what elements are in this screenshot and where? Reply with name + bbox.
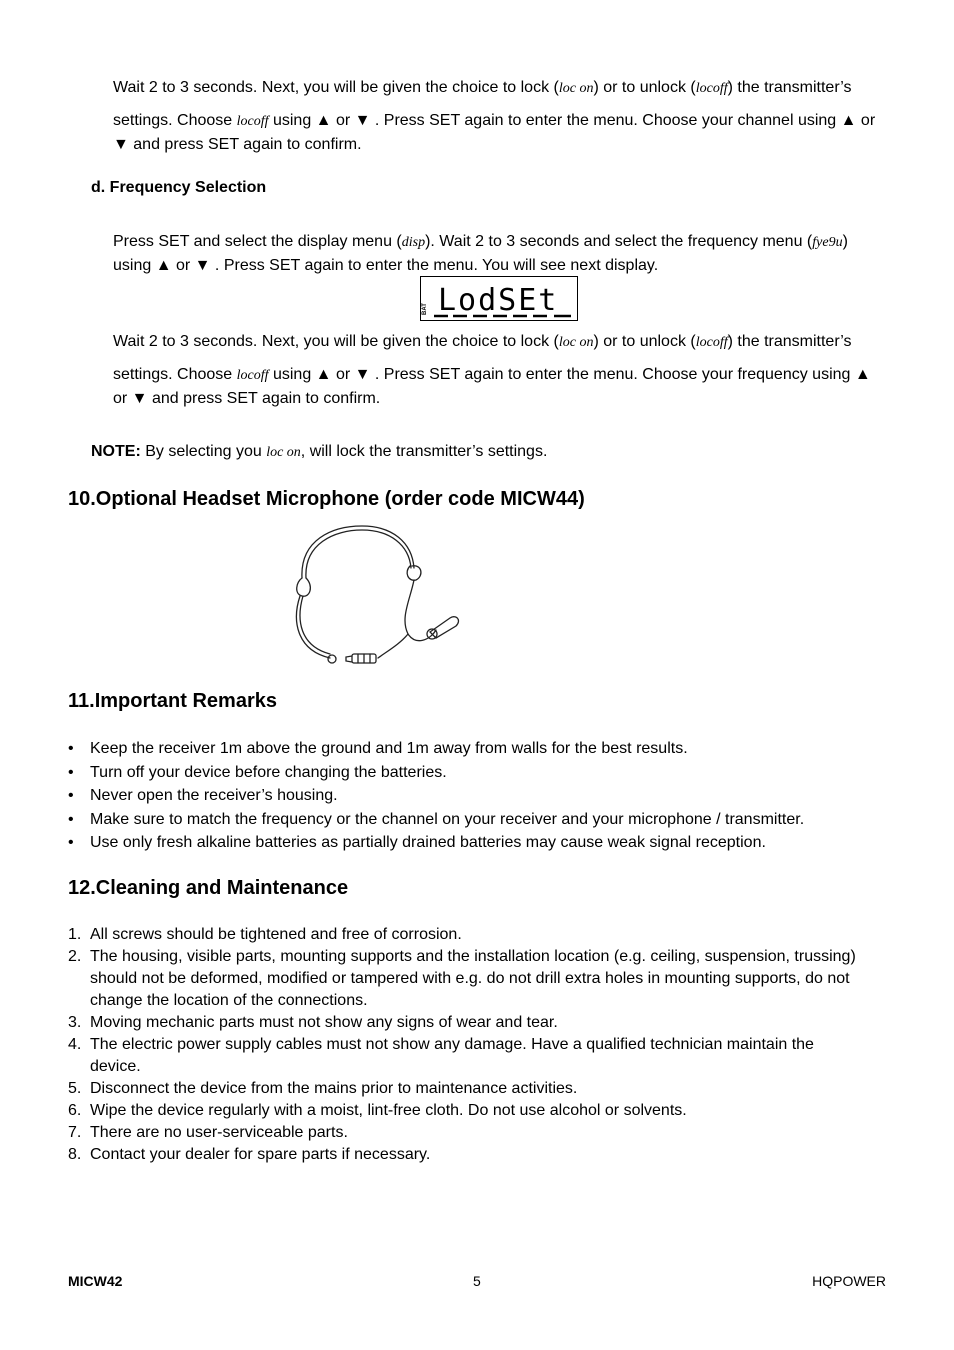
- channel-lock-line-3: ▼ and press SET again to confirm.: [113, 136, 362, 153]
- lock-off-code: locoff: [695, 81, 728, 96]
- section-11-heading: 11.Important Remarks: [68, 690, 277, 712]
- list-item: 2. The housing, visible parts, mounting supports and the installation location (e.g. ceiling, suspension, trussing) should not be deformed, modified or tampered with e.g. do not drill extra holes in mounting supports, do not change the location of the connections.: [68, 948, 856, 1009]
- lock-off-code: locoff: [695, 335, 728, 350]
- lcd-display: [420, 276, 578, 321]
- section-12-heading: 12.Cleaning and Maintenance: [68, 877, 349, 899]
- footer-brand: HQPOWER: [812, 1273, 886, 1289]
- lcd-text: LodSEt: [438, 283, 559, 318]
- frequency-line-2: using ▲ or ▼ . Press SET again to enter the menu. You will see next display.: [113, 257, 659, 274]
- list-item: 8. Contact your dealer for spare parts if necessary.: [68, 1146, 431, 1163]
- lcd-graphic: [421, 277, 577, 320]
- list-item: 5. Disconnect the device from the mains prior to maintenance activities.: [68, 1080, 578, 1097]
- list-item: • Never open the receiver’s housing.: [68, 784, 868, 808]
- lock-on-code: loc on: [266, 445, 301, 460]
- frequency-line-1: Press SET and select the display menu (disp). Wait 2 to 3 seconds and select the frequency menu (fye9u): [113, 233, 848, 250]
- channel-lock-line-2: settings. Choose locoff using ▲ or ▼ . Press SET again to enter the menu. Choose your channel using ▲ or: [113, 112, 876, 129]
- frequency-lock-line-1: Wait 2 to 3 seconds. Next, you will be given the choice to lock (loc on) or to unlock (locoff) the transmitter’s: [113, 333, 852, 350]
- list-item: • Make sure to match the frequency or the channel on your receiver and your microphone / transmitter.: [68, 808, 868, 832]
- channel-lock-line-1: Wait 2 to 3 seconds. Next, you will be given the choice to lock (loc on) or to unlock (locoff) the transmitter’s: [113, 79, 852, 96]
- lock-on-code: loc on: [558, 335, 594, 350]
- note: NOTE: By selecting you loc on, will lock the transmitter’s settings.: [91, 443, 548, 460]
- freq-code: fye9u: [812, 235, 843, 250]
- frequency-lock-line-3: or ▼ and press SET again to confirm.: [113, 390, 381, 407]
- footer-page-number: 5: [473, 1273, 481, 1289]
- frequency-lock-line-2: settings. Choose locoff using ▲ or ▼ . Press SET again to enter the menu. Choose your frequency using ▲: [113, 366, 871, 383]
- lock-off-code: locoff: [236, 114, 269, 129]
- list-item: • Turn off your device before changing the batteries.: [68, 761, 868, 785]
- lock-on-code: loc on: [558, 81, 594, 96]
- section-10-heading: 10.Optional Headset Microphone (order code MICW44): [68, 488, 585, 510]
- list-item: 3. Moving mechanic parts must not show any signs of wear and tear.: [68, 1014, 558, 1031]
- list-item: 1. All screws should be tightened and free of corrosion.: [68, 926, 462, 943]
- lcd-bat-label: BAT: [422, 303, 428, 315]
- disp-code: disp: [401, 235, 426, 250]
- lock-off-code: locoff: [236, 368, 269, 383]
- important-remarks-list: [68, 737, 868, 855]
- footer-model: MICW42: [68, 1273, 123, 1289]
- headset-microphone-illustration: [282, 520, 472, 680]
- list-item: • Keep the receiver 1m above the ground and 1m away from walls for the best results.: [68, 737, 868, 761]
- list-item: 6. Wipe the device regularly with a moist, lint-free cloth. Do not use alcohol or solvents.: [68, 1102, 687, 1119]
- list-item: 4. The electric power supply cables must not show any damage. Have a qualified technician maintain the device.: [68, 1036, 814, 1075]
- note-label: NOTE:: [91, 443, 141, 460]
- list-item: • Use only fresh alkaline batteries as partially drained batteries may cause weak signal reception.: [68, 831, 868, 855]
- list-item: 7. There are no user-serviceable parts.: [68, 1124, 348, 1141]
- frequency-selection-heading: d. Frequency Selection: [91, 179, 267, 196]
- maintenance-list: [68, 924, 863, 1166]
